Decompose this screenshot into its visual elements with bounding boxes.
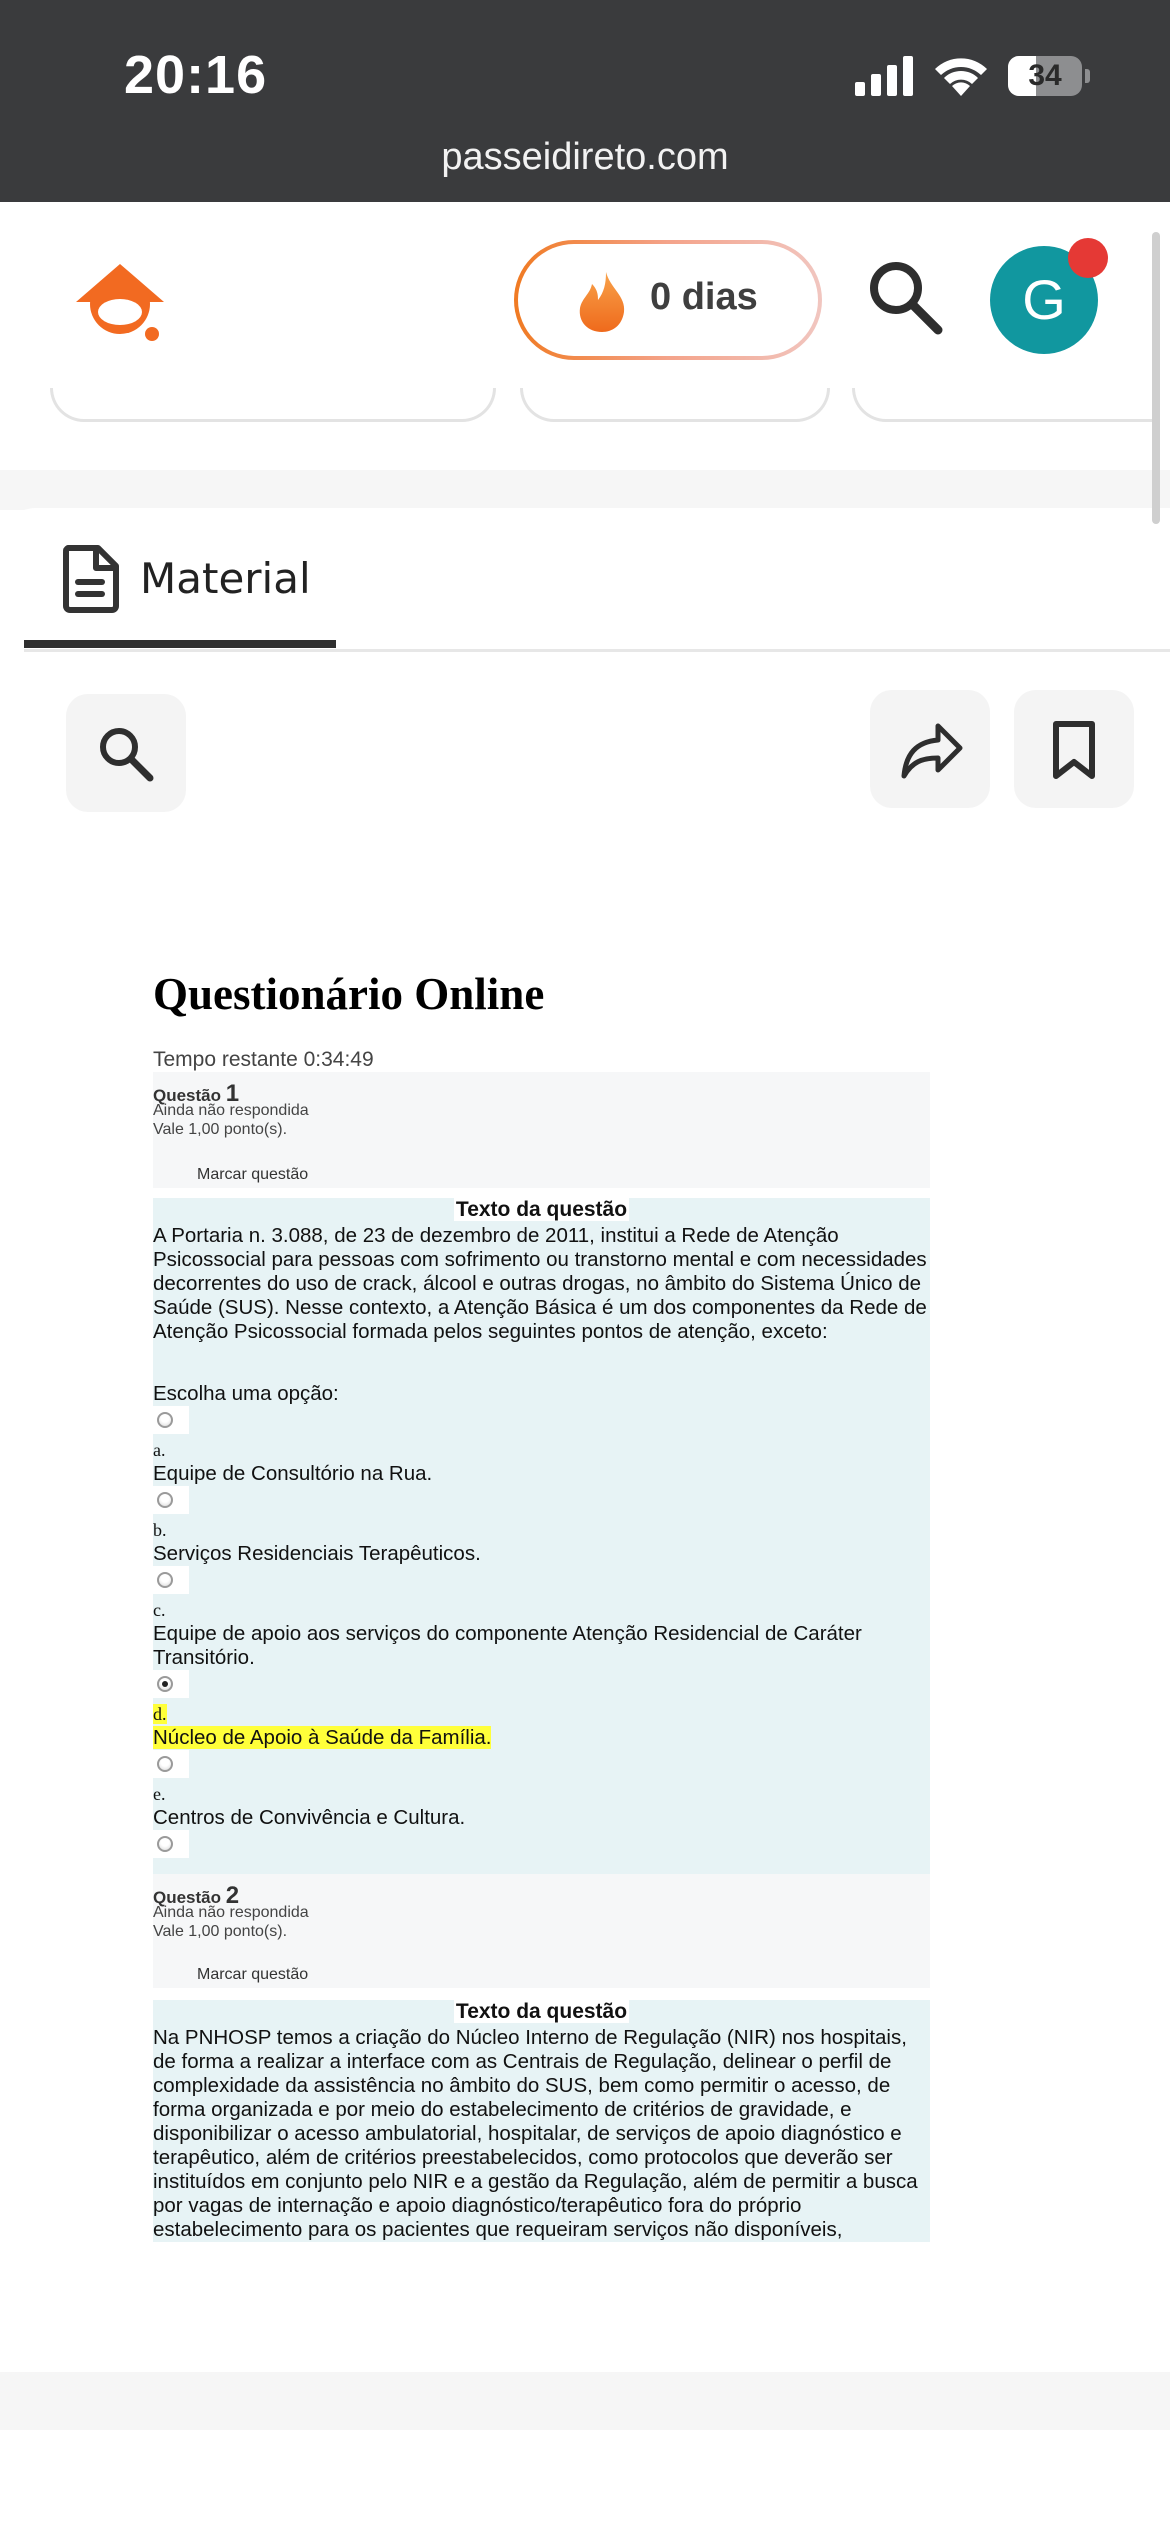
option-letter: c.	[153, 1600, 166, 1620]
bookmark-icon	[1044, 720, 1104, 780]
option-text[interactable]: Centros de Convivência e Cultura.	[153, 1806, 466, 1829]
category-chip[interactable]	[852, 388, 1152, 422]
choose-option-label: Escolha uma opção:	[153, 1382, 339, 1405]
radio-icon	[157, 1412, 173, 1428]
time-remaining: Tempo restante 0:34:49	[153, 1048, 374, 1071]
radio-icon	[157, 1572, 173, 1588]
search-icon[interactable]	[866, 258, 944, 336]
search-icon	[96, 724, 156, 784]
option-c-radio[interactable]	[153, 1566, 189, 1594]
question-heading: Texto da questão	[455, 1198, 628, 1221]
option-d-radio[interactable]	[153, 1670, 189, 1698]
question-status: Ainda não respondida	[153, 1904, 309, 1921]
footer-band	[0, 2372, 1170, 2430]
section-separator	[0, 470, 1170, 510]
option-text-selected[interactable]: Núcleo de Apoio à Saúde da Família.	[153, 1726, 492, 1749]
status-time: 20:16	[124, 45, 268, 105]
category-chip[interactable]	[520, 388, 830, 422]
question-value: Vale 1,00 ponto(s).	[153, 1121, 288, 1138]
flag-question-link[interactable]: Marcar questão	[197, 1166, 309, 1183]
battery-level: 34	[1028, 59, 1062, 92]
question-text: Na PNHOSP temos a criação do Núcleo Interno de Regulação (NIR) nos hospitais, de forma a realizar a interface com as Centrais de Regulação, delinear o perfil de complexidade da assistência no âmbito do SUS, bem como permitir o acesso, de forma organizada e por meio do estabelecimento de critérios de gravidade, e disponibilizar o acesso ambulatorial, hospitalar, de serviços de apoio diagnóstico e terapêutico, além de critérios preestabelecidos, como protocolos que deverão ser instituídos em conjunto pelo NIR e a gestão da Regulação, além de permitir a busca por vagas de internação e apoio diagnóstico/terapêutico fora do próprio estabelecimento para os pacientes que requeiram serviços não disponíveis,	[153, 2026, 918, 2241]
status-bar	[0, 0, 1170, 202]
search-document-button[interactable]	[66, 694, 186, 812]
passei-direto-logo-icon[interactable]	[70, 258, 170, 348]
flag-question-link[interactable]: Marcar questão	[197, 1966, 309, 1983]
bookmark-button[interactable]	[1014, 690, 1134, 808]
document-icon	[60, 544, 122, 614]
radio-icon	[157, 1492, 173, 1508]
option-b-radio[interactable]	[153, 1486, 189, 1514]
streak-button[interactable]	[514, 240, 822, 360]
question-value: Vale 1,00 ponto(s).	[153, 1923, 288, 1940]
question-info	[153, 1072, 930, 1188]
radio-selected-icon	[157, 1676, 173, 1692]
option-text[interactable]: Equipe de Consultório na Rua.	[153, 1462, 433, 1485]
option-letter: b.	[153, 1520, 167, 1540]
scrollbar[interactable]	[1152, 232, 1160, 524]
question-number: Questão 2	[153, 1882, 240, 1909]
question-text: A Portaria n. 3.088, de 23 de dezembro de 2011, institui a Rede de Atenção Psicossocial para pessoas com sofrimento ou transtorno mental e com necessidades decorrentes do uso de crack, álcool e outras drogas, no âmbito do Sistema Único de Saúde (SUS). Nesse contexto, a Atenção Básica é um dos componentes da Rede de Atenção Psicossocial formada pelos seguintes pontos de atenção, exceto:	[153, 1224, 927, 1343]
option-letter: d.	[153, 1704, 167, 1724]
page-title: Questionário Online	[153, 969, 545, 1019]
question-number: Questão 1	[153, 1080, 240, 1107]
tab-active-indicator	[24, 640, 336, 648]
battery-icon	[1008, 56, 1088, 96]
share-button[interactable]	[870, 690, 990, 808]
notification-dot	[1068, 238, 1108, 278]
flame-icon	[576, 270, 628, 332]
tab-material-label: Material	[140, 554, 311, 603]
option-text[interactable]: Equipe de apoio aos serviços do componente Atenção Residencial de Caráter Transitório.	[153, 1622, 862, 1669]
category-chip[interactable]	[50, 388, 496, 422]
question-info	[153, 1874, 930, 1988]
radio-icon	[157, 1836, 173, 1852]
question-text-box	[153, 2000, 930, 2242]
option-letter: e.	[153, 1784, 166, 1804]
tab-material[interactable]	[24, 530, 336, 648]
cellular-signal-icon	[855, 56, 915, 96]
option-a-radio[interactable]	[153, 1406, 189, 1434]
option-e-radio[interactable]	[153, 1750, 189, 1778]
streak-label: 0 dias	[650, 276, 758, 318]
address-bar-url[interactable]: passeidireto.com	[441, 136, 729, 178]
radio-icon	[157, 1756, 173, 1772]
radio-placeholder[interactable]	[153, 1830, 189, 1858]
option-text[interactable]: Serviços Residenciais Terapêuticos.	[153, 1542, 481, 1565]
tab-divider	[24, 649, 1170, 652]
wifi-icon	[932, 52, 990, 98]
question-text-box	[153, 1198, 930, 1874]
option-letter: a.	[153, 1440, 166, 1460]
avatar[interactable]: G	[990, 246, 1098, 354]
question-heading: Texto da questão	[455, 2000, 628, 2023]
question-status: Ainda não respondida	[153, 1102, 309, 1119]
share-icon	[900, 720, 964, 780]
